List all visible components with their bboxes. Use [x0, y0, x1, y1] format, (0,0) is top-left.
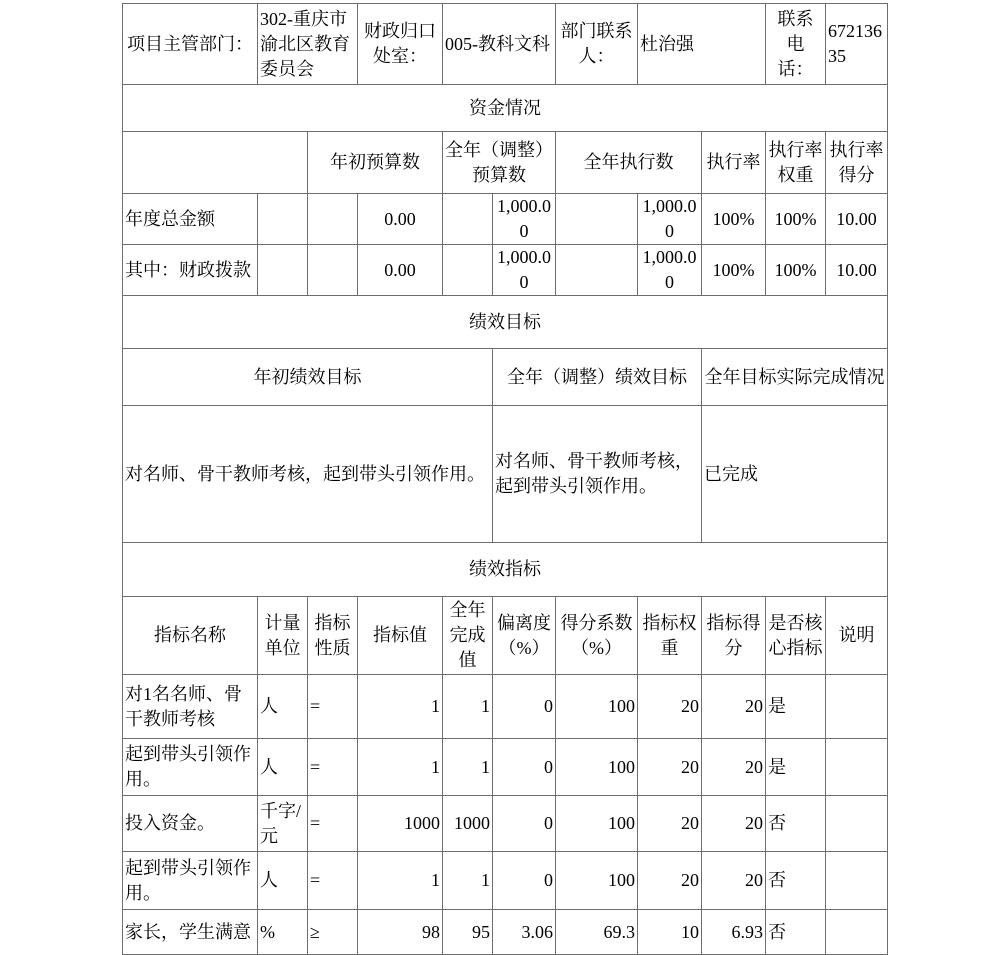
indicators-section-row: [123, 543, 888, 597]
indicator-header-coefficient: 得分系数（%）: [556, 597, 638, 675]
indicator-name: 家长，学生满意: [123, 910, 258, 955]
indicator-unit: 人: [258, 675, 308, 739]
funding-row-fiscal: [123, 245, 888, 296]
indicator-coefficient: 100: [556, 852, 638, 910]
indicator-nature: =: [308, 739, 358, 796]
funding-header-row: [123, 132, 888, 194]
indicator-completed: 1: [443, 739, 493, 796]
indicator-deviation: 3.06: [493, 910, 556, 955]
targets-content-row: [123, 406, 888, 543]
phone-label: 联系电话：: [766, 4, 826, 85]
indicator-deviation: 0: [493, 796, 556, 852]
indicator-name: 投入资金。: [123, 796, 258, 852]
indicator-core: 否: [766, 910, 826, 955]
indicator-weight: 10: [638, 910, 702, 955]
indicator-header-core: 是否核心指标: [766, 597, 826, 675]
indicators-header-row: [123, 597, 888, 675]
contact-value: 杜治强: [638, 4, 766, 85]
indicator-target: 98: [358, 910, 443, 955]
indicator-score: 20: [702, 796, 766, 852]
indicator-completed: 1000: [443, 796, 493, 852]
indicator-header-score: 指标得分: [702, 597, 766, 675]
indicator-score: 20: [702, 739, 766, 796]
indicator-deviation: 0: [493, 675, 556, 739]
indicator-target: 1: [358, 675, 443, 739]
funding-adjusted-value: 1,000.00: [493, 194, 556, 245]
indicator-coefficient: 69.3: [556, 910, 638, 955]
blank-cell: [308, 194, 358, 245]
targets-header-completion: 全年目标实际完成情况: [702, 349, 888, 406]
funding-row-total: [123, 194, 888, 245]
indicator-nature: =: [308, 852, 358, 910]
indicator-name: 起到带头引领作用。: [123, 852, 258, 910]
indicator-header-note: 说明: [826, 597, 888, 675]
indicator-row: [123, 852, 888, 910]
targets-section-row: [123, 296, 888, 349]
indicator-nature: =: [308, 796, 358, 852]
indicator-weight: 20: [638, 852, 702, 910]
indicator-header-weight: 指标权重: [638, 597, 702, 675]
office-label: 财政归口处室：: [358, 4, 443, 85]
funding-section-title: 资金情况: [123, 85, 888, 132]
indicator-core: 否: [766, 852, 826, 910]
blank-cell: [556, 194, 638, 245]
indicator-score: 20: [702, 675, 766, 739]
indicator-score: 20: [702, 852, 766, 910]
blank-cell: [258, 245, 308, 296]
targets-adjusted-text: 对名师、骨干教师考核，起到带头引领作用。: [493, 406, 702, 543]
indicator-completed: 1: [443, 675, 493, 739]
indicator-core: 否: [766, 796, 826, 852]
funding-rate-weight-value: 100%: [766, 194, 826, 245]
blank-cell: [258, 194, 308, 245]
blank-cell: [443, 194, 493, 245]
funding-executed-value: 1,000.00: [638, 245, 702, 296]
indicator-coefficient: 100: [556, 796, 638, 852]
funding-rate-value: 100%: [702, 245, 766, 296]
indicator-target: 1000: [358, 796, 443, 852]
indicator-note: [826, 852, 888, 910]
indicator-note: [826, 675, 888, 739]
indicator-nature: ≥: [308, 910, 358, 955]
indicator-unit: 人: [258, 739, 308, 796]
indicator-core: 是: [766, 675, 826, 739]
indicator-weight: 20: [638, 796, 702, 852]
blank-cell: [308, 245, 358, 296]
indicator-unit: 人: [258, 852, 308, 910]
indicator-unit: %: [258, 910, 308, 955]
indicator-row: [123, 675, 888, 739]
indicator-target: 1: [358, 852, 443, 910]
indicator-deviation: 0: [493, 739, 556, 796]
funding-header-adjusted: 全年（调整）预算数: [443, 132, 556, 194]
info-row: [123, 4, 888, 85]
funding-header-rate: 执行率: [702, 132, 766, 194]
indicator-name: 起到带头引领作用。: [123, 739, 258, 796]
targets-header-adjusted: 全年（调整）绩效目标: [493, 349, 702, 406]
indicator-header-deviation: 偏离度（%）: [493, 597, 556, 675]
funding-row-label: 年度总金额: [123, 194, 258, 245]
funding-header-initial: 年初预算数: [308, 132, 443, 194]
indicator-header-target: 指标值: [358, 597, 443, 675]
funding-row-label: 其中：财政拨款: [123, 245, 258, 296]
funding-rate-score-value: 10.00: [826, 245, 888, 296]
targets-header-row: [123, 349, 888, 406]
indicator-header-completed: 全年完成值: [443, 597, 493, 675]
indicator-header-name: 指标名称: [123, 597, 258, 675]
phone-value: 67213635: [826, 4, 888, 85]
indicator-header-unit: 计量单位: [258, 597, 308, 675]
funding-section-row: [123, 85, 888, 132]
blank-cell: [443, 245, 493, 296]
office-value: 005-教科文科: [443, 4, 556, 85]
funding-executed-value: 1,000.00: [638, 194, 702, 245]
indicator-core: 是: [766, 739, 826, 796]
indicator-name: 对1名名师、骨干教师考核: [123, 675, 258, 739]
indicator-score: 6.93: [702, 910, 766, 955]
indicator-completed: 1: [443, 852, 493, 910]
performance-evaluation-table: [122, 3, 888, 955]
indicator-completed: 95: [443, 910, 493, 955]
indicator-weight: 20: [638, 739, 702, 796]
indicator-coefficient: 100: [556, 675, 638, 739]
targets-completion-text: 已完成: [702, 406, 888, 543]
indicator-row: [123, 796, 888, 852]
dept-value: 302-重庆市渝北区教育委员会: [258, 4, 358, 85]
funding-header-rate-weight: 执行率权重: [766, 132, 826, 194]
indicator-weight: 20: [638, 675, 702, 739]
funding-header-executed: 全年执行数: [556, 132, 702, 194]
indicator-target: 1: [358, 739, 443, 796]
funding-rate-weight-value: 100%: [766, 245, 826, 296]
indicator-coefficient: 100: [556, 739, 638, 796]
indicator-deviation: 0: [493, 852, 556, 910]
indicators-section-title: 绩效指标: [123, 543, 888, 597]
targets-initial-text: 对名师、骨干教师考核，起到带头引领作用。: [123, 406, 493, 543]
indicator-header-nature: 指标性质: [308, 597, 358, 675]
indicator-note: [826, 796, 888, 852]
targets-header-initial: 年初绩效目标: [123, 349, 493, 406]
targets-section-title: 绩效目标: [123, 296, 888, 349]
funding-rate-score-value: 10.00: [826, 194, 888, 245]
indicator-row: [123, 910, 888, 955]
indicator-note: [826, 910, 888, 955]
funding-header-rate-score: 执行率得分: [826, 132, 888, 194]
funding-adjusted-value: 1,000.00: [493, 245, 556, 296]
indicator-nature: =: [308, 675, 358, 739]
funding-initial-value: 0.00: [358, 245, 443, 296]
funding-rate-value: 100%: [702, 194, 766, 245]
indicator-note: [826, 739, 888, 796]
contact-label: 部门联系人：: [556, 4, 638, 85]
funding-header-blank: [123, 132, 308, 194]
blank-cell: [556, 245, 638, 296]
funding-initial-value: 0.00: [358, 194, 443, 245]
indicator-row: [123, 739, 888, 796]
dept-label: 项目主管部门：: [123, 4, 258, 85]
indicator-unit: 千字/元: [258, 796, 308, 852]
